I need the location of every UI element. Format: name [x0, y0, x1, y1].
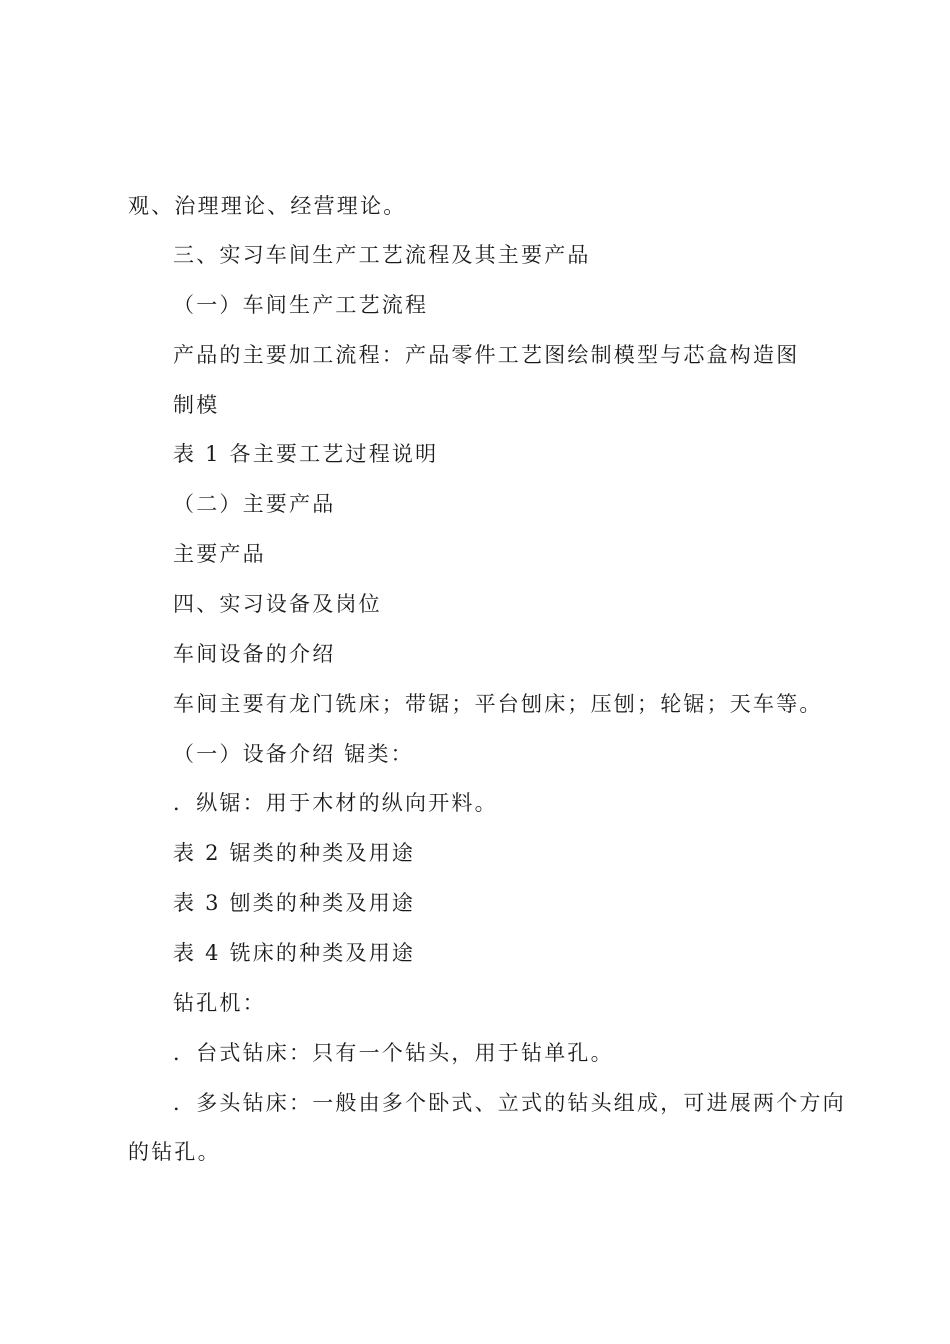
paragraph-continuation: 的钻孔。 — [128, 1140, 221, 1164]
paragraph: 车间主要有龙门铣床；带锯；平台刨床；压刨；轮锯；天车等。 — [173, 692, 823, 716]
table-caption: 表 3 刨类的种类及用途 — [173, 891, 416, 915]
paragraph: 制模 — [173, 393, 220, 417]
paragraph: 产品的主要加工流程：产品零件工艺图绘制模型与芯盒构造图 — [173, 343, 800, 367]
list-item: ．台式钻床：只有一个钻头，用于钻单孔。 — [173, 1041, 614, 1065]
table-caption: 表 1 各主要工艺过程说明 — [173, 442, 439, 466]
paragraph-continuation: 观、治理理论、经营理论。 — [128, 194, 407, 218]
list-item: ．纵锯：用于木材的纵向开料。 — [173, 791, 498, 815]
list-item: ．多头钻床：一般由多个卧式、立式的钻头组成，可进展两个方向 — [173, 1091, 846, 1115]
subsection-heading: （二）主要产品 — [173, 492, 336, 516]
paragraph: 钻孔机： — [173, 991, 266, 1015]
paragraph: 车间设备的介绍 — [173, 642, 336, 666]
paragraph: 主要产品 — [173, 542, 266, 566]
subsection-heading: （一）设备介绍 锯类： — [173, 742, 414, 766]
section-heading-4: 四、实习设备及岗位 — [173, 592, 382, 616]
section-heading-3: 三、实习车间生产工艺流程及其主要产品 — [173, 243, 591, 267]
table-caption: 表 4 铣床的种类及用途 — [173, 941, 416, 965]
subsection-heading: （一）车间生产工艺流程 — [173, 293, 429, 317]
table-caption: 表 2 锯类的种类及用途 — [173, 841, 416, 865]
